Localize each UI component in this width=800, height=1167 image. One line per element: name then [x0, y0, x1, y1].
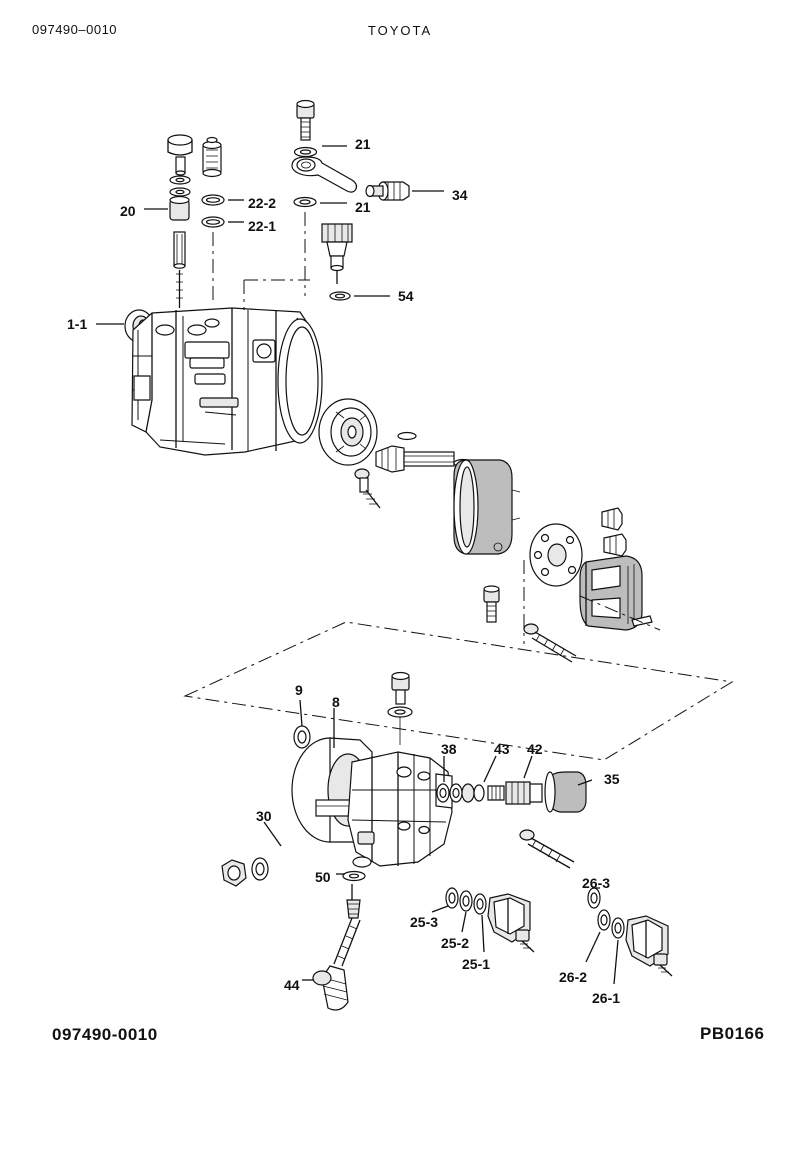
callout-26-2: 26-2 — [559, 969, 588, 985]
callout-42: 42 — [527, 741, 543, 757]
leader-25-3 — [432, 906, 448, 912]
leader-30 — [264, 822, 281, 846]
part-group-21-lower — [294, 198, 316, 207]
part-group-9 — [294, 726, 310, 748]
callout-34: 34 — [452, 187, 468, 203]
bolt-top-lower — [388, 673, 412, 746]
callout-44: 44 — [284, 977, 300, 993]
callout-25-1: 25-1 — [462, 956, 491, 972]
callout-21: 21 — [355, 199, 371, 215]
callout-25-3: 25-3 — [410, 914, 439, 930]
part-group-30 — [222, 858, 268, 886]
callout-22-1: 22-1 — [248, 218, 277, 234]
bolt-long-2 — [520, 830, 574, 868]
part-group-valve-train — [437, 772, 586, 812]
callout-50: 50 — [315, 869, 331, 885]
callout-38: 38 — [441, 741, 457, 757]
header-part-number: 097490–0010 — [32, 22, 118, 37]
callout-21: 21 — [355, 136, 371, 152]
callout-9: 9 — [295, 682, 303, 698]
part-group-26 — [588, 888, 672, 976]
cam-ring-group — [319, 399, 377, 465]
leader-26-2 — [586, 932, 600, 962]
part-group-44 — [313, 971, 331, 985]
header-brand: TOYOTA — [367, 23, 433, 38]
callout-22-2: 22-2 — [248, 195, 277, 211]
pump-housing-lower — [348, 752, 452, 867]
part-group-34 — [366, 182, 409, 200]
drive-shaft-group — [376, 433, 520, 555]
callout-1-1: 1-1 — [67, 316, 88, 332]
callout-54: 54 — [398, 288, 414, 304]
bolt-long-1 — [355, 469, 380, 508]
callout-26-1: 26-1 — [592, 990, 621, 1006]
callout-26-3: 26-3 — [582, 875, 611, 891]
part-group-50 — [322, 872, 365, 1011]
callout-35: 35 — [604, 771, 620, 787]
section-boundary — [185, 622, 732, 760]
callout-43: 43 — [494, 741, 510, 757]
leader-43 — [484, 756, 496, 782]
pump-housing-upper — [132, 308, 322, 455]
part-group-22 — [202, 138, 224, 228]
leader-9 — [300, 700, 302, 726]
leader-25-2 — [462, 912, 466, 932]
callout-8: 8 — [332, 694, 340, 710]
leader-26-1 — [614, 940, 618, 984]
footer-drawing-code: PB0166 — [700, 1024, 765, 1043]
part-group-20 — [168, 135, 192, 308]
bolt-short-1 — [484, 586, 499, 622]
callout-25-2: 25-2 — [441, 935, 470, 951]
leader-25-1 — [482, 915, 484, 952]
screw-long-1 — [524, 624, 576, 662]
part-group-54 — [322, 224, 352, 300]
callout-30: 30 — [256, 808, 272, 824]
footer-part-number: 097490-0010 — [52, 1025, 158, 1044]
leader-42 — [524, 756, 532, 778]
axis-bracket — [244, 280, 310, 310]
end-plate-group — [530, 524, 582, 586]
callout-20: 20 — [120, 203, 136, 219]
